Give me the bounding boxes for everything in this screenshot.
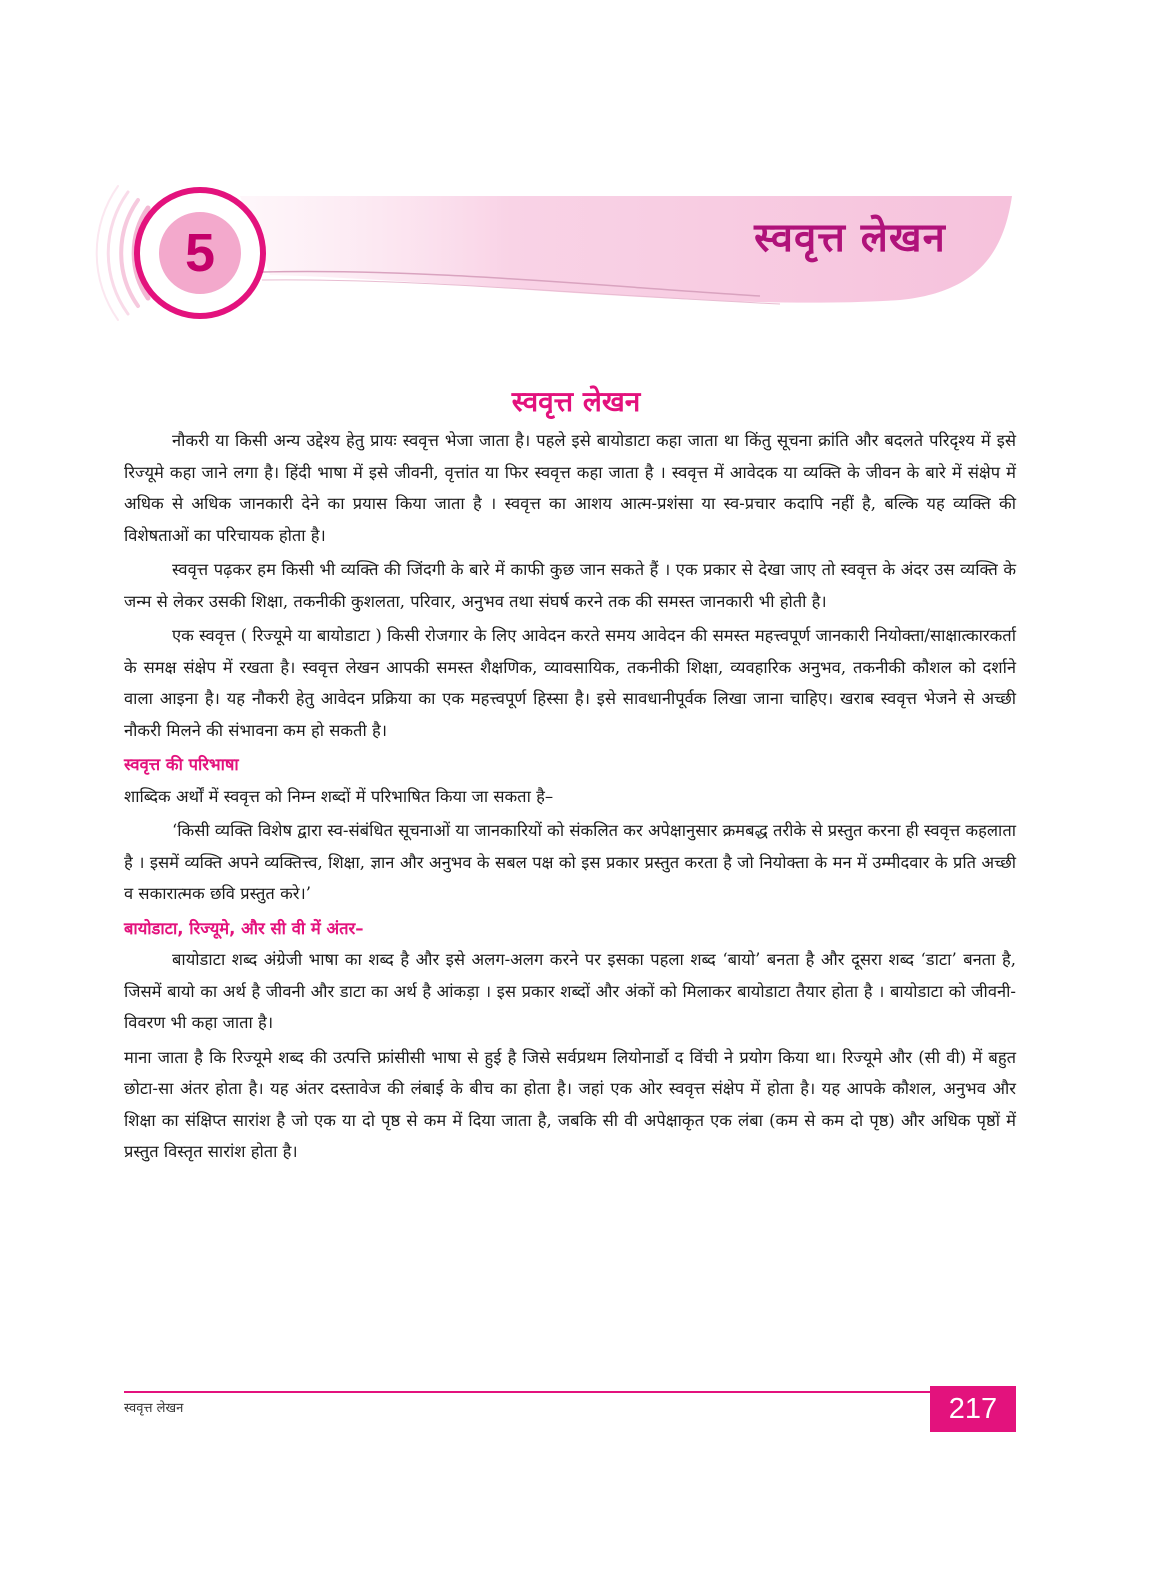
chapter-number: 5: [184, 223, 216, 283]
footer-running-title: स्ववृत्त लेखन: [124, 1401, 184, 1416]
difference-heading: बायोडाटा, रिज्यूमे, और सी वी में अंतर–: [124, 918, 364, 938]
difference-paragraph-biodata: बायोडाटा शब्द अंग्रेजी भाषा का शब्द है और इसे अलग-अलग करने पर इसका पहला शब्द ‘बायो’ बनता है और दूसरा शब्द ‘डाटा’ बनता है, जिसमें बायो का अर्थ है जीवनी और डाटा का अर्थ है आंकड़ा । इस प्रकार शब्दों और अंकों को मिलाकर बायोडाटा तैयार होता है । बायोडाटा को जीवनी-विवरण भी कहा जाता है।: [124, 950, 1016, 1032]
paragraph-purpose: एक स्ववृत्त ( रिज्यूमे या बायोडाटा ) किसी रोजगार के लिए आवेदन करते समय आवेदन की समस्त महत्त्वपूर्ण जानकारी नियोक्ता/साक्षात्कारकर्ता के समक्ष संक्षेप में रखता है। स्ववृत्त लेखन आपकी समस्त शैक्षणिक, व्यावसायिक, तकनीकी शिक्षा, व्यवहारिक अनुभव, तकनीकी कौशल को दर्शाने वाला आइना है। यह नौकरी हेतु आवेदन प्रक्रिया का एक महत्त्वपूर्ण हिस्सा है। इसे सावधानीपूर्वक लिखा जाना चाहिए। खराब स्ववृत्त भेजने से अच्छी नौकरी मिलने की संभावना कम हो सकती है।: [124, 626, 1016, 740]
chapter-title: स्ववृत्त लेखन: [754, 215, 946, 261]
paragraph-intro: नौकरी या किसी अन्य उद्देश्य हेतु प्रायः स्ववृत्त भेजा जाता है। पहले इसे बायोडाटा कहा जाता था किंतु सूचना क्रांति और बदलते परिदृश्य में इसे रिज्यूमे कहा जाने लगा है। हिंदी भाषा में इसे जीवनी, वृत्तांत या फिर स्ववृत्त कहा जाता है । स्ववृत्त में आवेदक या व्यक्ति के जीवन के बारे में संक्षेप में अधिक से अधिक जानकारी देने का प्रयास किया जाता है । स्ववृत्त का आशय आत्म-प्रशंसा या स्व-प्रचार कदापि नहीं है, बल्कि यह व्यक्ति की विशेषताओं का परिचायक होता है।: [124, 431, 1016, 545]
chapter-banner: [0, 0, 1152, 340]
definition-quote: ‘किसी व्यक्ति विशेष द्वारा स्व-संबंधित सूचनाओं या जानकारियों को संकलित कर अपेक्षानुसार क्रमबद्ध तरीके से प्रस्तुत करना ही स्ववृत्त कहलाता है । इसमें व्यक्ति अपने व्यक्तित्त्व, शिक्षा, ज्ञान और अनुभव के सबल पक्ष को इस प्रकार प्रस्तुत करता है जो नियोक्ता के मन में उम्मीदवार के प्रति अच्छी व सकारात्मक छवि प्रस्तुत करे।’: [124, 821, 1016, 903]
paragraph-reading: स्ववृत्त पढ़कर हम किसी भी व्यक्ति की जिंदगी के बारे में काफी कुछ जान सकते हैं । एक प्रकार से देखा जाए तो स्ववृत्त के अंदर उस व्यक्ति के जन्म से लेकर उसकी शिक्षा, तकनीकी कुशलता, परिवार, अनुभव तथा संघर्ष करने तक की समस्त जानकारी भी होती है।: [124, 560, 1016, 611]
page-number: 217: [930, 1386, 1016, 1432]
main-content: [124, 425, 1016, 1171]
difference-paragraph-resume: माना जाता है कि रिज्यूमे शब्द की उत्पत्ति फ्रांसीसी भाषा से हुई है जिसे सर्वप्रथम लियोनार्डो द विंची ने प्रयोग किया था। रिज्यूमे और (सी वी) में बहुत छोटा-सा अंतर होता है। यह अंतर दस्तावेज की लंबाई के बीच का होता है। जहां एक ओर स्ववृत्त संक्षेप में होता है। यह आपके कौशल, अनुभव और शिक्षा का संक्षिप्त सारांश है जो एक या दो पृष्ठ से कम में दिया जाता है, जबकि सी वी अपेक्षाकृत एक लंबा (कम से कम दो पृष्ठ) और अधिक पृष्ठों में प्रस्तुत विस्तृत सारांश होता है।: [124, 1047, 1016, 1161]
footer-divider: [124, 1391, 934, 1393]
definition-heading: स्ववृत्त की परिभाषा: [124, 755, 239, 774]
definition-intro: शाब्दिक अर्थों में स्ववृत्त को निम्न शब्दों में परिभाषित किया जा सकता है–: [124, 786, 554, 806]
section-heading: स्ववृत्त लेखन: [511, 385, 641, 418]
